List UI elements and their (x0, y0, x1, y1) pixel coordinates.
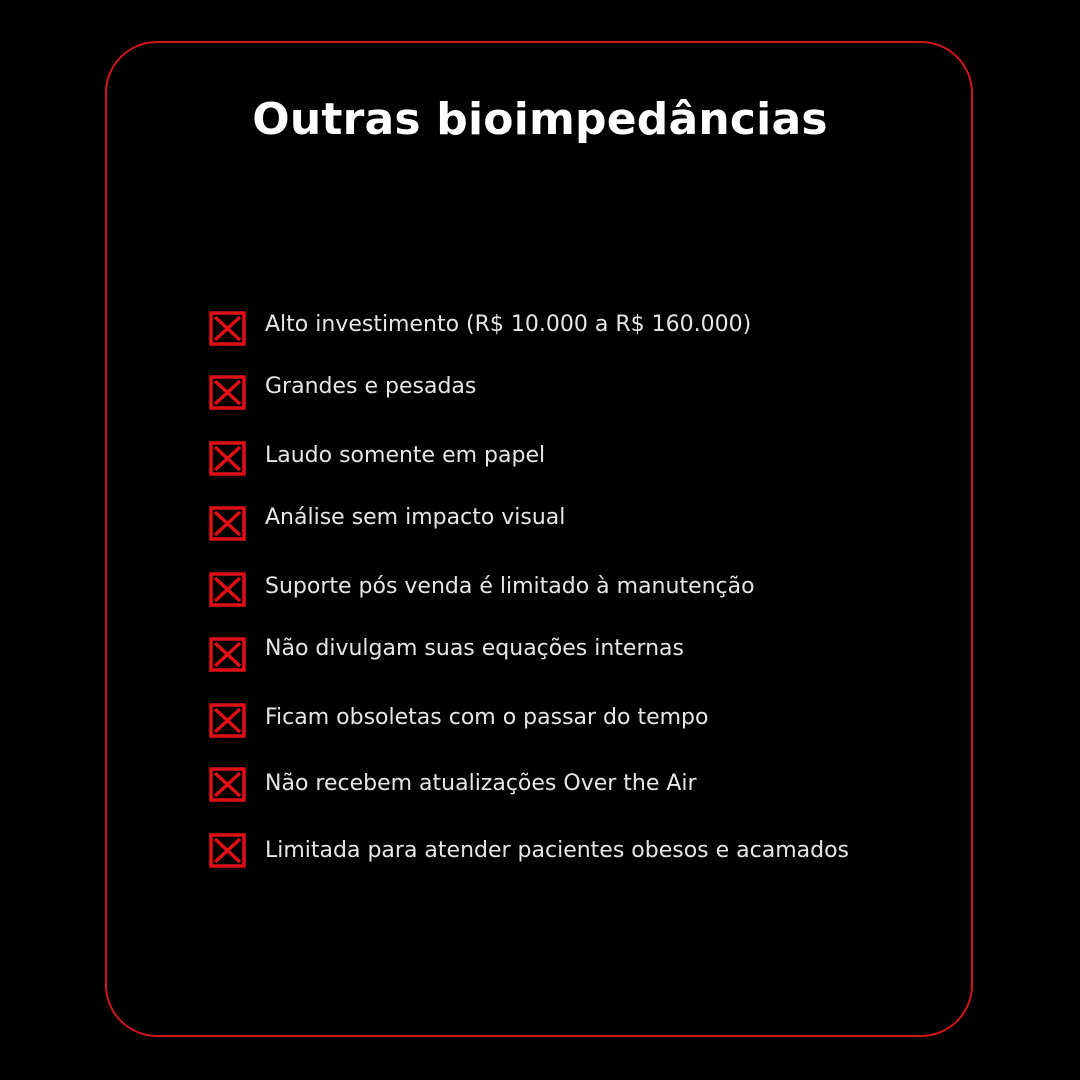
list-item-label: Ficam obsoletas com o passar do tempo (265, 705, 709, 730)
page-title: Outras bioimpedâncias (252, 94, 828, 145)
x-box-icon (209, 833, 246, 868)
list-item (209, 310, 969, 350)
list-item-label: Limitada para atender pacientes obesos e acamados (265, 838, 850, 863)
list-item (209, 372, 969, 412)
list-item (209, 769, 969, 809)
list-item (209, 572, 969, 612)
list-item (209, 703, 969, 743)
x-box-icon (209, 572, 246, 607)
list-item-label: Não recebem atualizações Over the Air (265, 771, 697, 796)
x-box-icon (209, 703, 246, 738)
list-item-label: Análise sem impacto visual (265, 505, 566, 530)
x-box-icon (209, 311, 246, 346)
list-item (209, 503, 969, 543)
x-box-icon (209, 767, 246, 802)
list-item (209, 836, 969, 876)
list-item-label: Não divulgam suas equações internas (265, 636, 684, 661)
list-item-label: Suporte pós venda é limitado à manutenção (265, 574, 755, 599)
x-box-icon (209, 441, 246, 476)
x-box-icon (209, 637, 246, 672)
x-box-icon (209, 506, 246, 541)
list-item (209, 634, 969, 674)
list-item-label: Alto investimento (R$ 10.000 a R$ 160.000) (265, 312, 752, 337)
list-item-label: Laudo somente em papel (265, 443, 546, 468)
x-box-icon (209, 375, 246, 410)
list-item (209, 441, 969, 481)
list-item-label: Grandes e pesadas (265, 374, 477, 399)
